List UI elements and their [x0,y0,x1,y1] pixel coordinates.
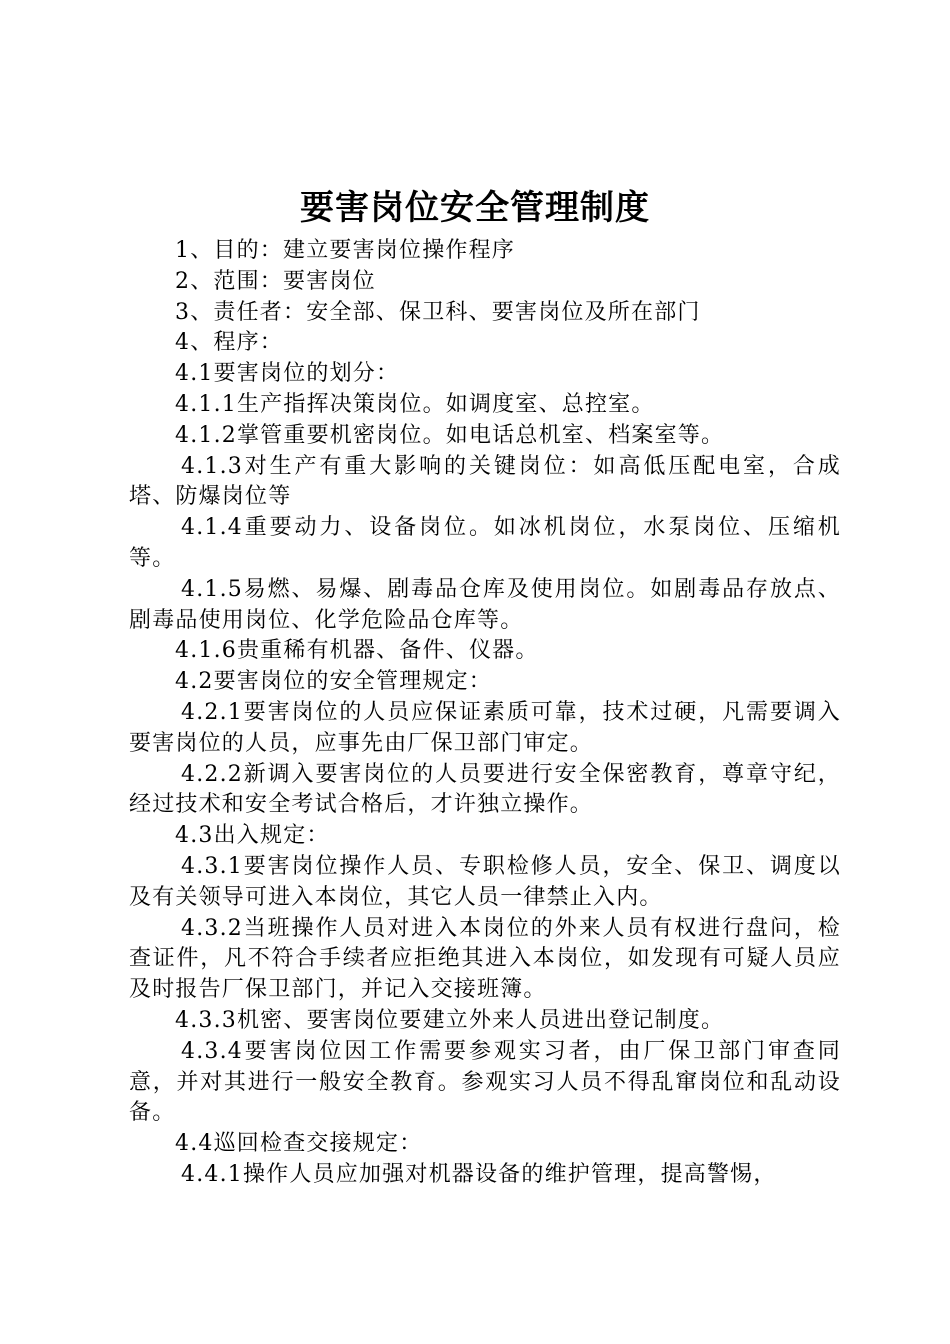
section-heading-4-3: 4.3出入规定： [175,823,330,849]
clause-4-3-2: 4.3.2当班操作人员对进入本岗位的外来人员有权进行盘问，检查证件，凡不符合手续者应拒绝其进入本岗位，如发现有可疑人员应及时报告厂保卫部门，并记入交接班簿。 [129,915,841,1003]
section-heading-4-4: 4.4巡回检查交接规定： [175,1131,423,1157]
clause-4-1-1: 4.1.1生产指挥决策岗位。如调度室、总控室。 [175,391,655,417]
paragraph-procedure: 4、程序： [175,330,283,356]
paragraph-scope: 2、范围：要害岗位 [175,268,376,294]
section-heading-4-1: 4.1要害岗位的划分： [175,361,400,387]
clause-4-4-1: 4.4.1操作人员应加强对机器设备的维护管理，提高警惕， [181,1161,777,1187]
clause-4-3-1: 4.3.1要害岗位操作人员、专职检修人员，安全、保卫、调度以及有关领导可进入本岗位，其它人员一律禁止入内。 [129,853,841,910]
document-title: 要害岗位安全管理制度 [300,188,650,228]
clause-4-1-5: 4.1.5易燃、易爆、剧毒品仓库及使用岗位。如剧毒品存放点、剧毒品使用岗位、化学危险品仓库等。 [129,576,841,633]
clause-4-1-2: 4.1.2掌管重要机密岗位。如电话总机室、档案室等。 [175,422,725,448]
clause-4-1-3: 4.1.3对生产有重大影响的关键岗位：如高低压配电室，合成塔、防爆岗位等 [129,453,841,510]
clause-4-3-3: 4.3.3机密、要害岗位要建立外来人员进出登记制度。 [175,1007,725,1033]
paragraph-responsible: 3、责任者：安全部、保卫科、要害岗位及所在部门 [175,299,701,325]
clause-4-2-1: 4.2.1要害岗位的人员应保证素质可靠，技术过硬，凡需要调入要害岗位的人员，应事先由厂保卫部门审定。 [129,699,841,756]
clause-4-2-2: 4.2.2新调入要害岗位的人员要进行安全保密教育，尊章守纪，经过技术和安全考试合格后，才许独立操作。 [129,761,841,818]
clause-4-1-6: 4.1.6贵重稀有机器、备件、仪器。 [175,638,539,664]
document-body [129,236,841,1191]
paragraph-purpose: 1、目的：建立要害岗位操作程序 [175,238,515,263]
clause-4-3-4: 4.3.4要害岗位因工作需要参观实习者，由厂保卫部门审查同意，并对其进行一般安全教育。参观实习人员不得乱窜岗位和乱动设备。 [129,1038,841,1126]
section-heading-4-2: 4.2要害岗位的安全管理规定： [175,669,492,695]
clause-4-1-4: 4.1.4重要动力、设备岗位。如冰机岗位，水泵岗位、压缩机等。 [129,515,841,571]
